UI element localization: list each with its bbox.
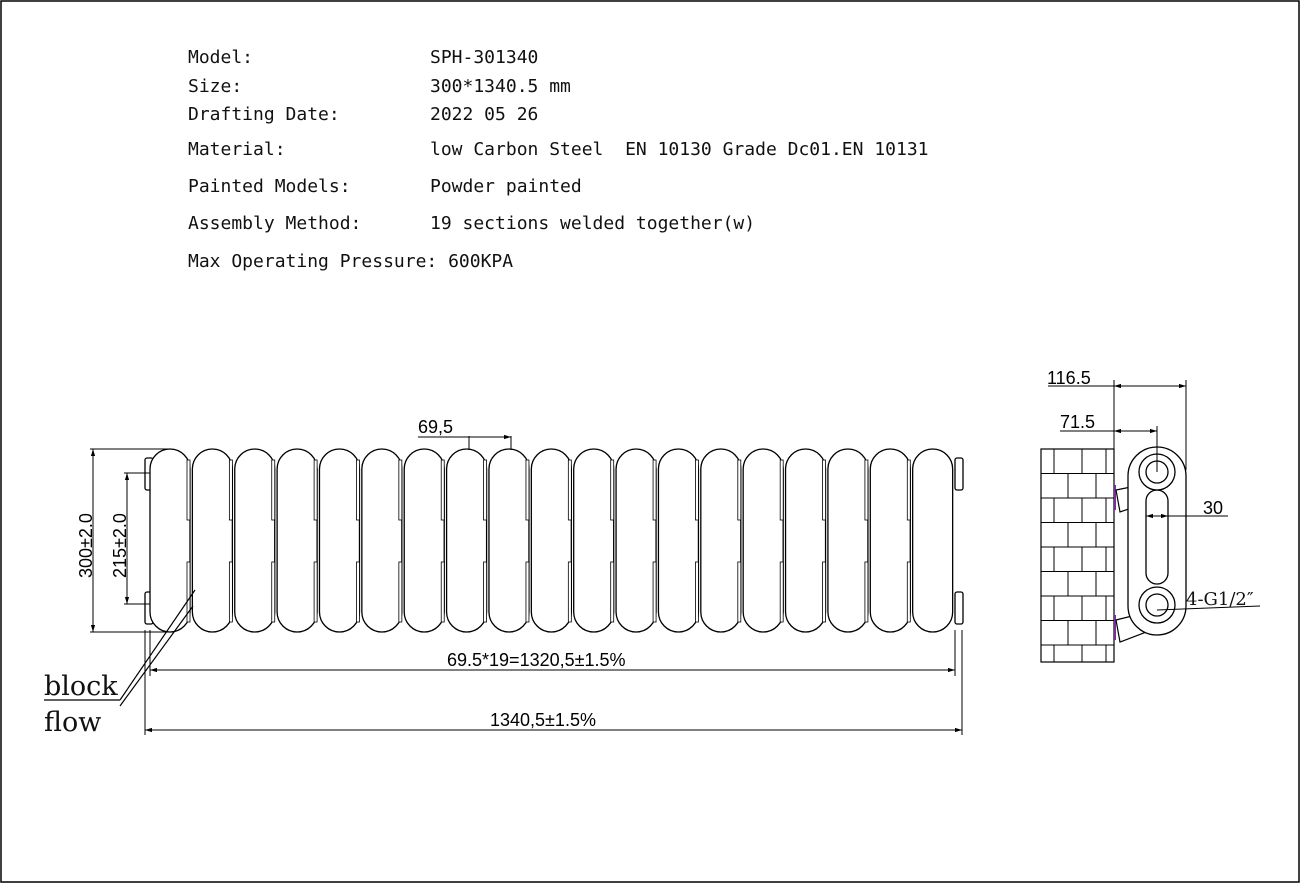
- radiator-section: [574, 449, 614, 632]
- section-header-line-bottom: [356, 562, 359, 622]
- radiator-section: [362, 449, 402, 632]
- section-header-line-bottom: [568, 562, 571, 622]
- section-header-line-top: [441, 460, 444, 520]
- section-header-line-top: [823, 460, 826, 520]
- radiator-section: [404, 449, 444, 632]
- section-header-line-top: [907, 460, 910, 520]
- section-header-line-bottom: [738, 562, 741, 622]
- radiator-section: [701, 449, 741, 632]
- section-header-line-top: [314, 460, 317, 520]
- section-header-line-bottom: [484, 562, 487, 622]
- port-bottom-inner: [1146, 594, 1168, 616]
- section-header-line-top: [399, 460, 402, 520]
- section-header-line-bottom: [526, 562, 529, 622]
- radiator-sections: [150, 449, 953, 632]
- front-view: [44, 417, 963, 738]
- callout-block: block: [44, 671, 118, 702]
- dim-offset-label: 71.5: [1060, 412, 1096, 432]
- section-header-line-bottom: [611, 562, 614, 622]
- radiator-section: [235, 449, 275, 632]
- section-header-line-top: [738, 460, 741, 520]
- dim-height-label: 300±2.0: [76, 513, 96, 578]
- section-header-line-bottom: [229, 562, 232, 622]
- section-header-line-bottom: [272, 562, 275, 622]
- radiator-section: [447, 449, 487, 632]
- sheet-border: [1, 1, 1299, 882]
- side-view: [1041, 368, 1260, 662]
- section-header-line-top: [356, 460, 359, 520]
- spec-value-assembly: 19 sections welded together(w): [430, 213, 756, 234]
- spec-value-material: low Carbon Steel EN 10130 Grade Dc01.EN 10131: [430, 139, 929, 160]
- radiator-section: [828, 449, 868, 632]
- section-header-line-bottom: [653, 562, 656, 622]
- radiator-section: [870, 449, 910, 632]
- radiator-section: [616, 449, 656, 632]
- spec-label-material: Material:: [188, 139, 286, 160]
- radiator-section: [192, 449, 232, 632]
- section-header-line-bottom: [907, 562, 910, 622]
- section-header-line-bottom: [823, 562, 826, 622]
- end-cap-bottom-right: [955, 592, 963, 624]
- section-header-line-top: [695, 460, 698, 520]
- radiator-section: [743, 449, 783, 632]
- section-header-line-top: [865, 460, 868, 520]
- section-header-line-top: [484, 460, 487, 520]
- section-header-line-top: [526, 460, 529, 520]
- radiator-section: [786, 449, 826, 632]
- wall-bricks: [1041, 449, 1114, 662]
- section-header-line-top: [272, 460, 275, 520]
- radiator-section: [277, 449, 317, 632]
- radiator-section: [489, 449, 529, 632]
- spec-label-date: Drafting Date:: [188, 104, 340, 125]
- section-header-line-top: [187, 460, 190, 520]
- dim-tube-label: 30: [1203, 498, 1224, 518]
- section-header-line-bottom: [865, 562, 868, 622]
- callout-flow: flow: [44, 707, 102, 738]
- radiator-section: [531, 449, 571, 632]
- side-tube: [1146, 490, 1168, 584]
- section-header-line-bottom: [399, 562, 402, 622]
- radiator-section: [658, 449, 698, 632]
- spec-value-date: 2022 05 26: [430, 104, 539, 125]
- section-header-line-bottom: [441, 562, 444, 622]
- section-header-line-top: [611, 460, 614, 520]
- dim-pitch-label: 69,5: [418, 417, 454, 437]
- section-header-line-top: [568, 460, 571, 520]
- radiator-section: [150, 449, 190, 632]
- spec-label-model: Model:: [188, 47, 254, 68]
- spec-value-painted: Powder painted: [430, 176, 582, 197]
- section-header-line-bottom: [695, 562, 698, 622]
- spec-block: [188, 47, 929, 272]
- section-header-line-top: [780, 460, 783, 520]
- spec-pressure-line: Max Operating Pressure: 600KPA: [188, 251, 514, 272]
- spec-value-model: SPH-301340: [430, 47, 539, 68]
- radiator-section: [913, 449, 953, 632]
- section-header-line-top: [653, 460, 656, 520]
- spec-label-assembly: Assembly Method:: [188, 213, 362, 234]
- wall-outline: [1041, 449, 1114, 662]
- dim-depth-label: 116.5: [1047, 368, 1091, 388]
- thread-label: 4-G1/2″: [1186, 589, 1254, 610]
- section-header-line-bottom: [314, 562, 317, 622]
- radiator-section: [319, 449, 359, 632]
- spec-value-size: 300*1340.5 mm: [430, 76, 571, 97]
- end-cap-top-right: [955, 458, 963, 490]
- dim-sections-label: 69.5*19=1320,5±1.5%: [447, 650, 626, 670]
- section-header-line-bottom: [780, 562, 783, 622]
- spec-label-painted: Painted Models:: [188, 176, 351, 197]
- dim-overall-label: 1340,5±1.5%: [490, 710, 596, 730]
- spec-label-size: Size:: [188, 76, 243, 97]
- section-header-line-top: [229, 460, 232, 520]
- dim-centers-label: 215±2.0: [110, 513, 130, 578]
